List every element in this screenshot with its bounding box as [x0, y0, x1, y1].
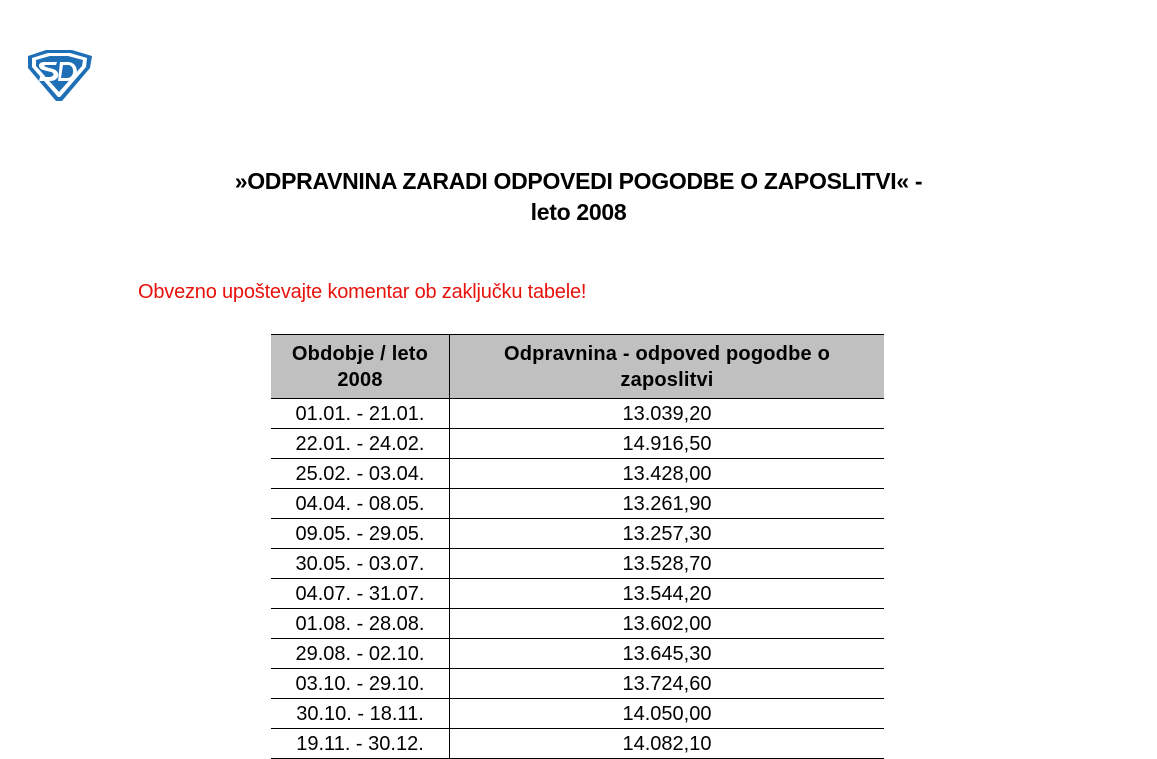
period-cell: 25.02. - 03.04. — [271, 459, 450, 489]
period-cell: 29.08. - 02.10. — [271, 639, 450, 669]
table-row — [271, 609, 884, 639]
amount-cell: 13.602,00 — [450, 609, 885, 639]
amount-cell: 13.257,30 — [450, 519, 885, 549]
amount-cell: 14.916,50 — [450, 429, 885, 459]
amount-cell: 13.724,60 — [450, 669, 885, 699]
period-cell: 30.10. - 18.11. — [271, 699, 450, 729]
period-cell: 01.01. - 21.01. — [271, 399, 450, 429]
period-cell: 30.05. - 03.07. — [271, 549, 450, 579]
period-cell: 04.04. - 08.05. — [271, 489, 450, 519]
amount-cell: 13.528,70 — [450, 549, 885, 579]
table-row — [271, 429, 884, 459]
title-line-1: »ODPRAVNINA ZARADI ODPOVEDI POGODBE O ZAPOSLITVI« - — [234, 168, 923, 194]
period-cell: 09.05. - 29.05. — [271, 519, 450, 549]
period-cell: 04.07. - 31.07. — [271, 579, 450, 609]
period-cell: 03.10. - 29.10. — [271, 669, 450, 699]
period-cell: 19.11. - 30.12. — [271, 729, 450, 759]
table-row — [271, 639, 884, 669]
amount-cell: 13.261,90 — [450, 489, 885, 519]
period-cell: 01.08. - 28.08. — [271, 609, 450, 639]
table-row — [271, 669, 884, 699]
table-row — [271, 699, 884, 729]
severance-table — [271, 334, 884, 759]
amount-cell: 14.050,00 — [450, 699, 885, 729]
amount-cell: 14.082,10 — [450, 729, 885, 759]
header-amount: Odpravnina - odpoved pogodbe o zaposlitvi — [450, 335, 885, 399]
table-row — [271, 519, 884, 549]
table-row — [271, 579, 884, 609]
amount-cell: 13.645,30 — [450, 639, 885, 669]
table-row — [271, 459, 884, 489]
table-row — [271, 729, 884, 759]
header-period: Obdobje / leto 2008 — [271, 335, 450, 399]
page-title — [0, 166, 1157, 228]
period-cell: 22.01. - 24.02. — [271, 429, 450, 459]
amount-cell: 13.039,20 — [450, 399, 885, 429]
logo-icon — [22, 48, 96, 104]
table-row — [271, 549, 884, 579]
title-line-2: leto 2008 — [530, 199, 627, 225]
table-row — [271, 489, 884, 519]
table-row — [271, 399, 884, 429]
table-header-row — [271, 335, 884, 399]
amount-cell: 13.428,00 — [450, 459, 885, 489]
warning-note: Obvezno upoštevajte komentar ob zaključku tabele! — [138, 281, 587, 303]
amount-cell: 13.544,20 — [450, 579, 885, 609]
